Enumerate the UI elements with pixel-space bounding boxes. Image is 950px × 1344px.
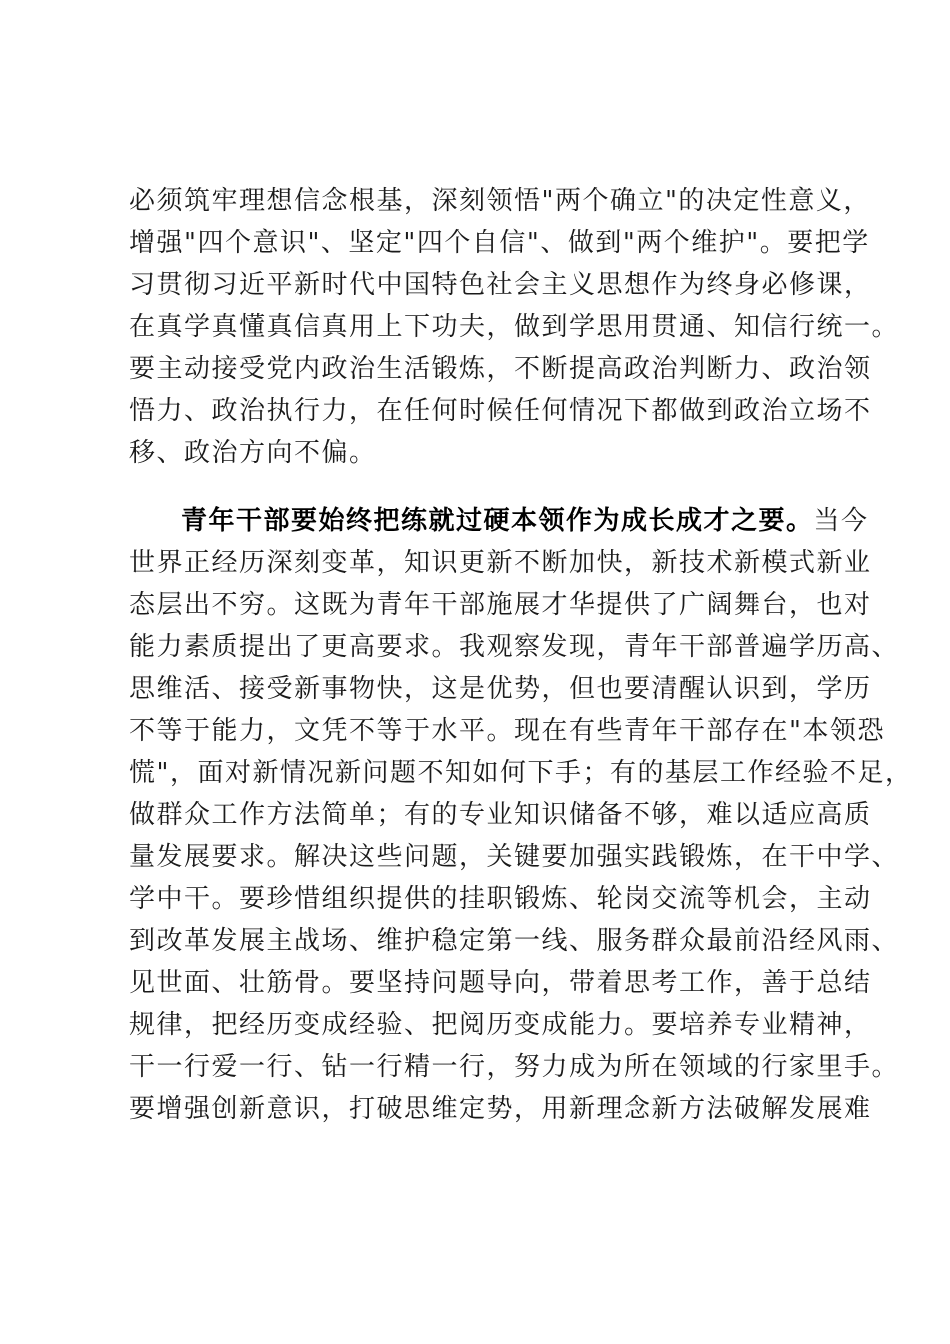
paragraph-line: 到改革发展主战场、维护稳定第一线、服务群众最前沿经风雨、 — [129, 926, 900, 956]
paragraph-line: 见世面、壮筋骨。要坚持问题导向，带着思考工作，善于总结 — [129, 968, 872, 998]
paragraph-line: 悟力、政治执行力，在任何时候任何情况下都做到政治立场不 — [129, 396, 872, 426]
paragraph-line: 不等于能力，文凭不等于水平。现在有些青年干部存在"本领恐 — [129, 716, 885, 746]
paragraph-first-line-rest: 当今 — [813, 506, 869, 536]
paragraph-line: 在真学真懂真信真用上下功夫，做到学思用贯通、知信行统一。 — [129, 312, 900, 342]
paragraph-line: 必须筑牢理想信念根基，深刻领悟"两个确立"的决定性意义， — [129, 186, 871, 216]
paragraph-line: 增强"四个意识"、坚定"四个自信"、做到"两个维护"。要把学 — [129, 228, 870, 258]
paragraph-line: 慌"，面对新情况新问题不知如何下手；有的基层工作经验不足， — [129, 758, 913, 788]
paragraph-line: 习贯彻习近平新时代中国特色社会主义思想作为终身必修课， — [129, 270, 872, 300]
paragraph-line: 态层出不穷。这既为青年干部施展才华提供了广阔舞台，也对 — [129, 590, 872, 620]
paragraph-line: 思维活、接受新事物快，这是优势，但也要清醒认识到，学历 — [129, 674, 872, 704]
paragraph-line: 规律，把经历变成经验、把阅历变成能力。要培养专业精神， — [129, 1010, 872, 1040]
paragraph-line: 干一行爱一行、钻一行精一行，努力成为所在领域的行家里手。 — [129, 1052, 900, 1082]
paragraph-line: 量发展要求。解决这些问题，关键要加强实践锻炼，在干中学、 — [129, 842, 900, 872]
paragraph-2 — [129, 500, 913, 1130]
paragraph-line: 能力素质提出了更高要求。我观察发现，青年干部普遍学历高、 — [129, 632, 900, 662]
paragraph-line: 世界正经历深刻变革，知识更新不断加快，新技术新模式新业 — [129, 548, 872, 578]
paragraph-1 — [129, 180, 900, 474]
paragraph-line: 要主动接受党内政治生活锻炼，不断提高政治判断力、政治领 — [129, 354, 872, 384]
paragraph-line: 做群众工作方法简单；有的专业知识储备不够，难以适应高质 — [129, 800, 872, 830]
paragraph-line: 学中干。要珍惜组织提供的挂职锻炼、轮岗交流等机会，主动 — [129, 884, 872, 914]
paragraph-line: 移、政治方向不偏。 — [129, 438, 377, 468]
paragraph-heading: 青年干部要始终把练就过硬本领作为成长成才之要。 — [181, 506, 814, 536]
paragraph-first-line — [129, 500, 869, 542]
paragraph-line: 要增强创新意识，打破思维定势，用新理念新方法破解发展难 — [129, 1094, 872, 1124]
